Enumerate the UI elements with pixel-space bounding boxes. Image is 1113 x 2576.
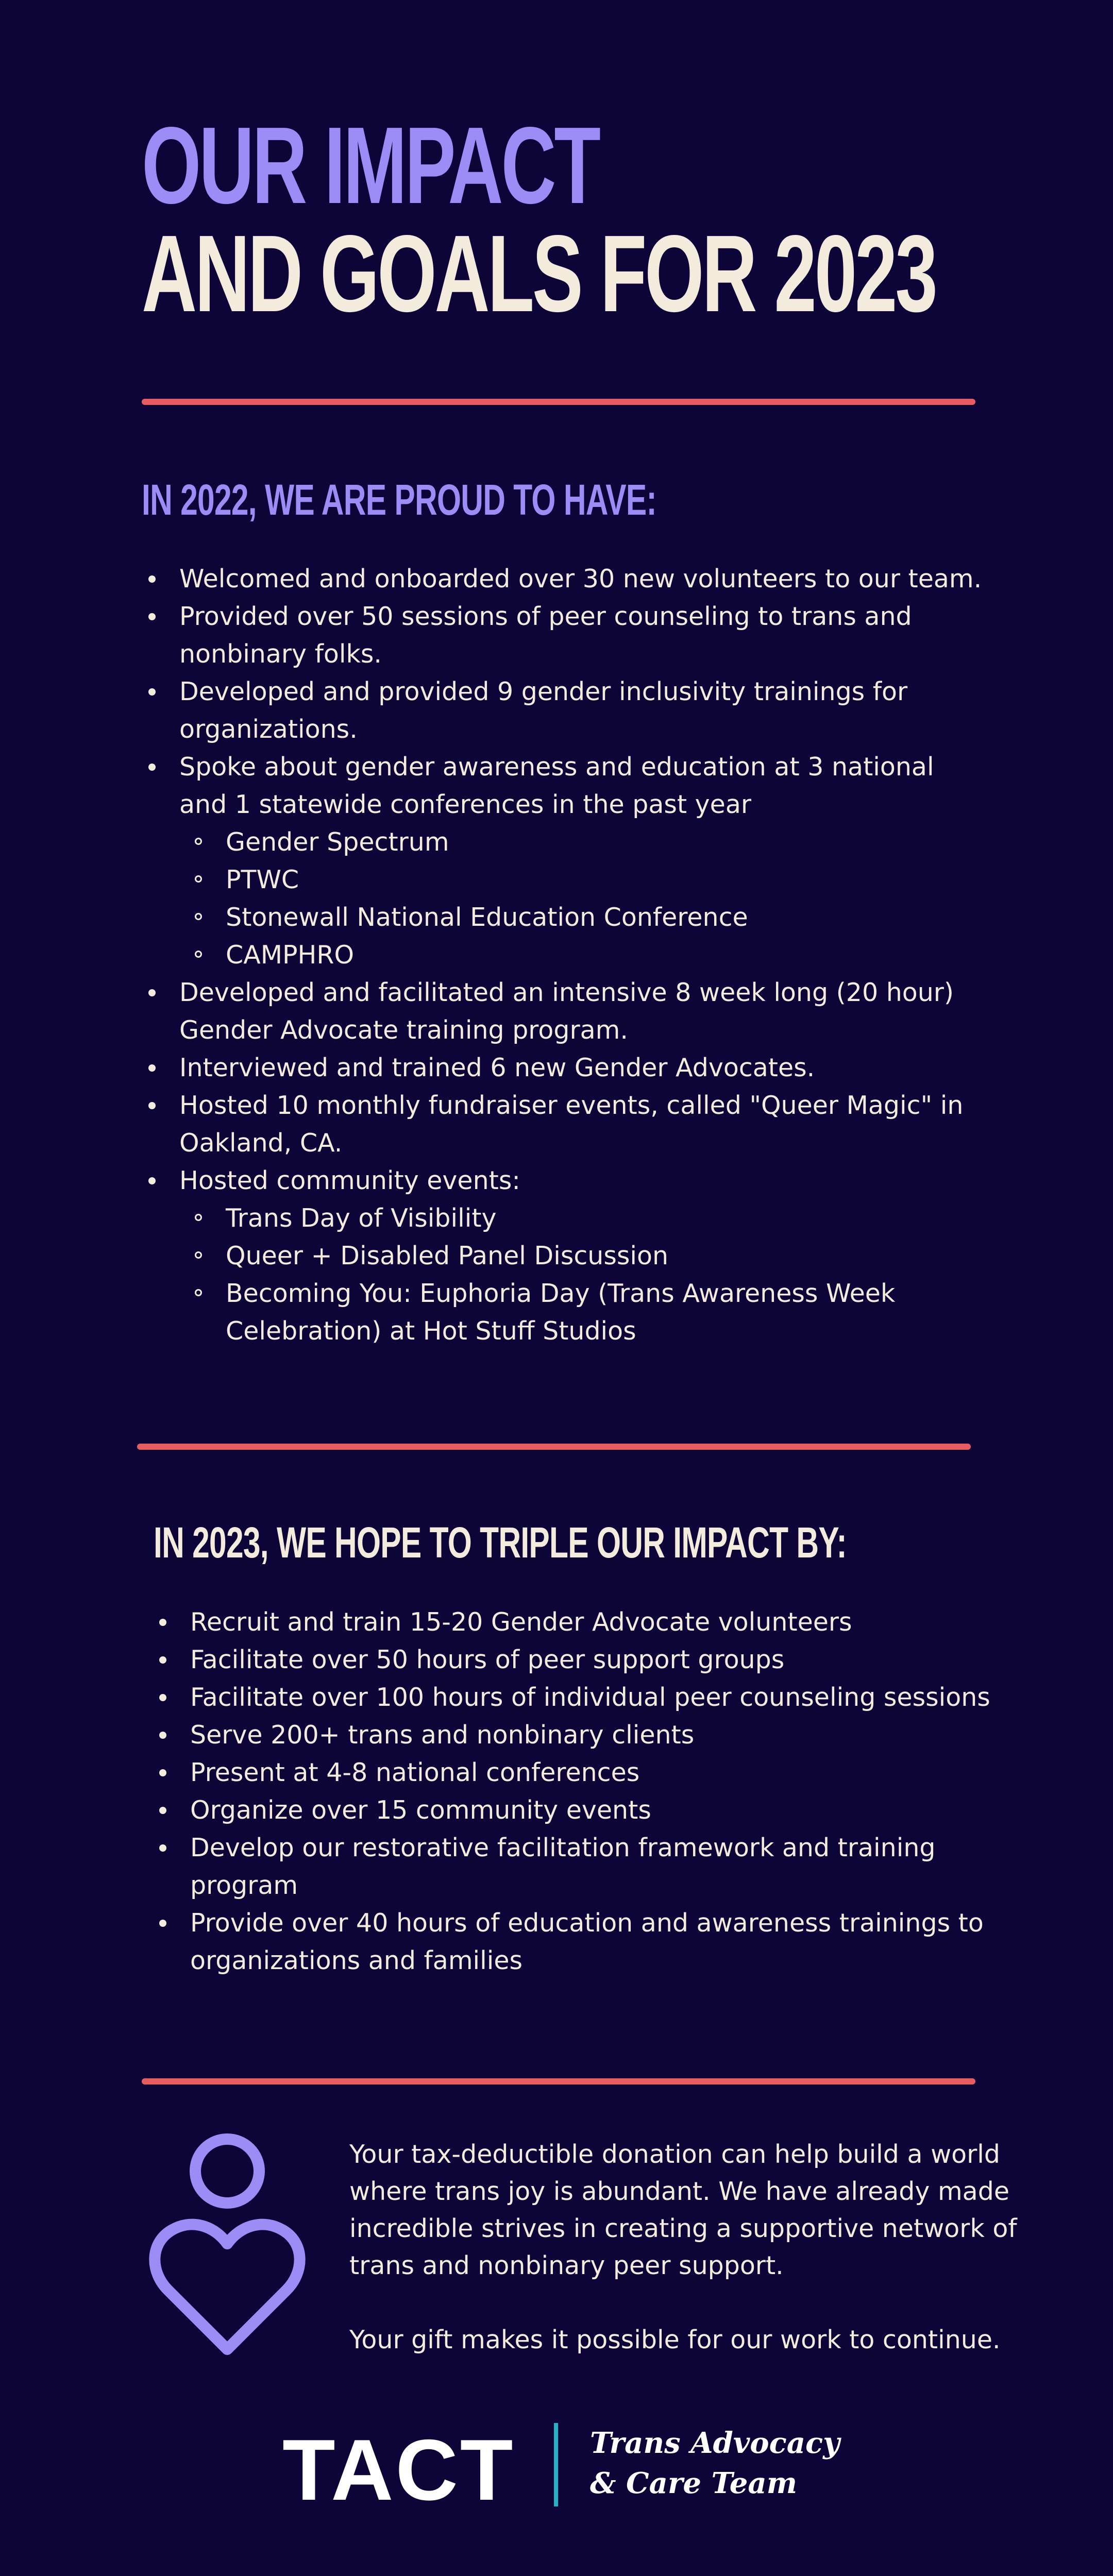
sub-list-item: CAMPHRO [142,936,987,974]
list-item: Provided over 50 sessions of peer counseling to trans and nonbinary folks. [142,598,987,673]
sub-list-item: Stonewall National Education Conference [142,899,987,936]
tagline-line-1: Trans Advocacy [590,2426,840,2460]
list-item: Welcomed and onboarded over 30 new volunteers to our team. [142,560,987,598]
page-title [142,104,1113,334]
section-2022-heading: IN 2022, WE ARE PROUD TO HAVE: [142,476,656,524]
donation-paragraph-2: Your gift makes it possible for our work to continue. [349,2325,1001,2354]
achievements-2022-list [142,560,987,1350]
donation-paragraph-1: Your tax-deductible donation can help build a world where trans joy is abundant. We have already made incredible strives in creating a supportive network of trans and nonbinary peer support. [349,2140,1017,2280]
goals-2023-list [153,1603,1008,1979]
tact-logo: TACT [282,2421,515,2518]
list-item: Developed and facilitated an intensive 8 week long (20 hour) Gender Advocate training program. [142,974,987,1049]
list-item: Serve 200+ trans and nonbinary clients [153,1716,1008,1754]
list-item: Interviewed and trained 6 new Gender Advocates. [142,1049,987,1087]
list-item: Present at 4-8 national conferences [153,1754,1008,1791]
tagline-line-2: & Care Team [590,2466,797,2500]
divider-top [142,399,975,405]
list-item: Developed and provided 9 gender inclusivity trainings for organizations. [142,673,987,748]
title-line-2: AND GOALS FOR 2023 [142,212,936,334]
section-2023-heading: IN 2023, WE HOPE TO TRIPLE OUR IMPACT BY: [154,1518,847,1567]
list-item: Hosted 10 monthly fundraiser events, called "Queer Magic" in Oakland, CA. [142,1087,987,1162]
logo-divider [554,2423,558,2506]
sub-list-item: Trans Day of Visibility [142,1199,987,1237]
donation-message [349,2136,1019,2359]
sub-list-item: PTWC [142,861,987,899]
sub-list-item: Becoming You: Euphoria Day (Trans Awareness Week Celebration) at Hot Stuff Studios [142,1275,987,1350]
divider-middle [137,1444,971,1450]
list-item: Facilitate over 50 hours of peer support groups [153,1641,1008,1679]
list-item: Organize over 15 community events [153,1791,1008,1829]
sub-list-item: Queer + Disabled Panel Discussion [142,1237,987,1275]
list-item: Spoke about gender awareness and education at 3 national and 1 statewide conferences in the past year [142,748,987,823]
sub-list-item: Gender Spectrum [142,823,987,861]
list-item: Facilitate over 100 hours of individual peer counseling sessions [153,1679,1008,1716]
list-item: Provide over 40 hours of education and awareness trainings to organizations and families [153,1904,1008,1979]
list-item: Recruit and train 15-20 Gender Advocate volunteers [153,1603,1008,1641]
list-item: Hosted community events: [142,1162,987,1199]
list-item: Develop our restorative facilitation framework and training program [153,1829,1008,1904]
divider-bottom [142,2078,975,2084]
person-heart-icon [147,2133,307,2360]
title-line-1: OUR IMPACT [142,104,599,226]
logo-tagline [590,2423,840,2503]
